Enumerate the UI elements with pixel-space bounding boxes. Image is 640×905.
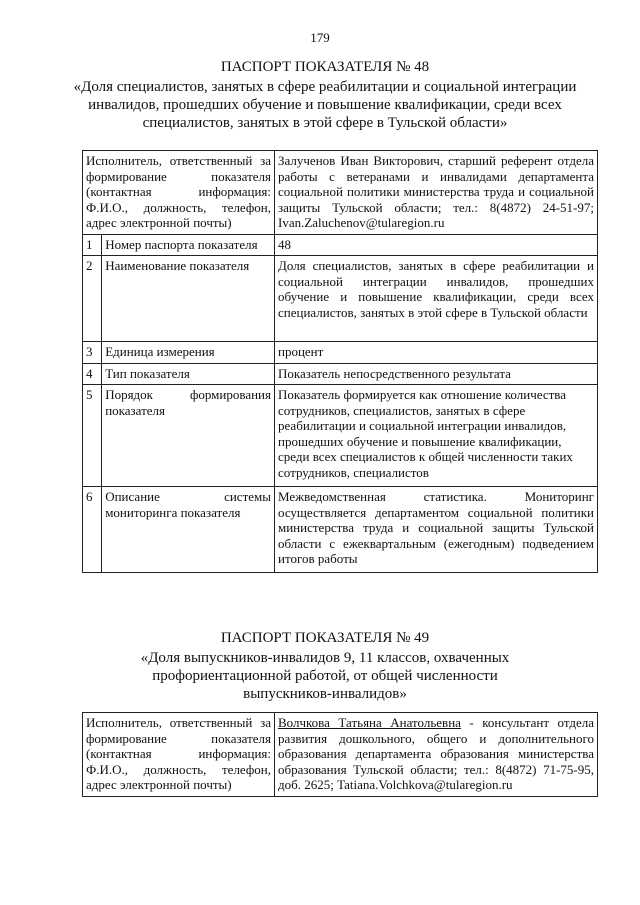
executor-value — [275, 713, 598, 797]
row-label: Порядок формирования показателя — [102, 385, 275, 487]
table-row — [83, 342, 598, 364]
table-row — [83, 363, 598, 385]
executor-details: - консультант отдела развития дошкольного, общего и дополнительного образования департамента образования министерства образования Тульской области; тел.: 8(4872) 71-75-95, доб. 2625; Tatiana.Volchkova@tularegion.ru — [278, 715, 594, 792]
row-value: Межведомственная статистика. Мониторинг осуществляется департаментом социальной политики министерства труда и социальной защиты Тульской области с ежеквартальным (ежегодным) подведением итогов работы — [275, 487, 598, 573]
row-number: 3 — [83, 342, 102, 364]
row-label: Описание системы мониторинга показателя — [102, 487, 275, 573]
table-row — [83, 256, 598, 342]
executor-row — [83, 713, 598, 797]
row-value: 48 — [275, 234, 598, 256]
table-row — [83, 234, 598, 256]
executor-label: Исполнитель, ответственный за формирование показателя (контактная информация: Ф.И.О., должность, телефон, адрес электронной почты) — [83, 151, 275, 235]
executor-name: Волчкова Татьяна Анатольевна — [278, 715, 461, 730]
row-value: Доля специалистов, занятых в сфере реабилитации и социальной интеграции инвалидов, прошедших обучение и повышение квалификации, среди всех специалистов, занятых в этой сфере в Тульской области — [275, 256, 598, 342]
executor-row — [83, 151, 598, 235]
executor-value: Залученов Иван Викторович, старший референт отдела работы с ветеранами и инвалидами департамента социальной политики министерства труда и социальной защиты Тульской области; тел.: 8(4872) 24-51-97; Ivan.Zaluchenov@tularegion.ru — [275, 151, 598, 235]
passport-48-title: ПАСПОРТ ПОКАЗАТЕЛЯ № 48 — [220, 59, 430, 75]
row-label: Единица измерения — [102, 342, 275, 364]
row-value: процент — [275, 342, 598, 364]
row-number: 4 — [83, 363, 102, 385]
table-row — [83, 385, 598, 487]
passport-49-subtitle: «Доля выпускников-инвалидов 9, 11 классов, охваченных профориентационной работой, от общей численности выпускников-инвалидов» — [140, 650, 510, 702]
row-number: 5 — [83, 385, 102, 487]
row-label: Номер паспорта показателя — [102, 234, 275, 256]
row-number: 2 — [83, 256, 102, 342]
passport-48-subtitle: «Доля специалистов, занятых в сфере реабилитации и социальной интеграции инвалидов, прошедших обучение и повышение квалификации, среди всех специалистов, занятых в этой сфере в Тульской области» — [73, 79, 577, 131]
passport-49-table — [82, 712, 598, 797]
row-value: Показатель непосредственного результата — [275, 363, 598, 385]
passport-48-table — [82, 150, 598, 573]
row-value: Показатель формируется как отношение количества сотрудников, специалистов, занятых в сфере реабилитации и социальной интеграции инвалидов, прошедших обучение и повышение квалификации, среди всех специалистов к общей численности таких сотрудников, специалистов — [275, 385, 598, 487]
executor-label: Исполнитель, ответственный за формирование показателя (контактная информация: Ф.И.О., должность, телефон, адрес электронной почты) — [83, 713, 275, 797]
row-number: 6 — [83, 487, 102, 573]
row-label: Наименование показателя — [102, 256, 275, 342]
row-label: Тип показателя — [102, 363, 275, 385]
passport-49-title: ПАСПОРТ ПОКАЗАТЕЛЯ № 49 — [220, 630, 430, 646]
row-number: 1 — [83, 234, 102, 256]
page-number: 179 — [310, 30, 330, 45]
table-row — [83, 487, 598, 573]
